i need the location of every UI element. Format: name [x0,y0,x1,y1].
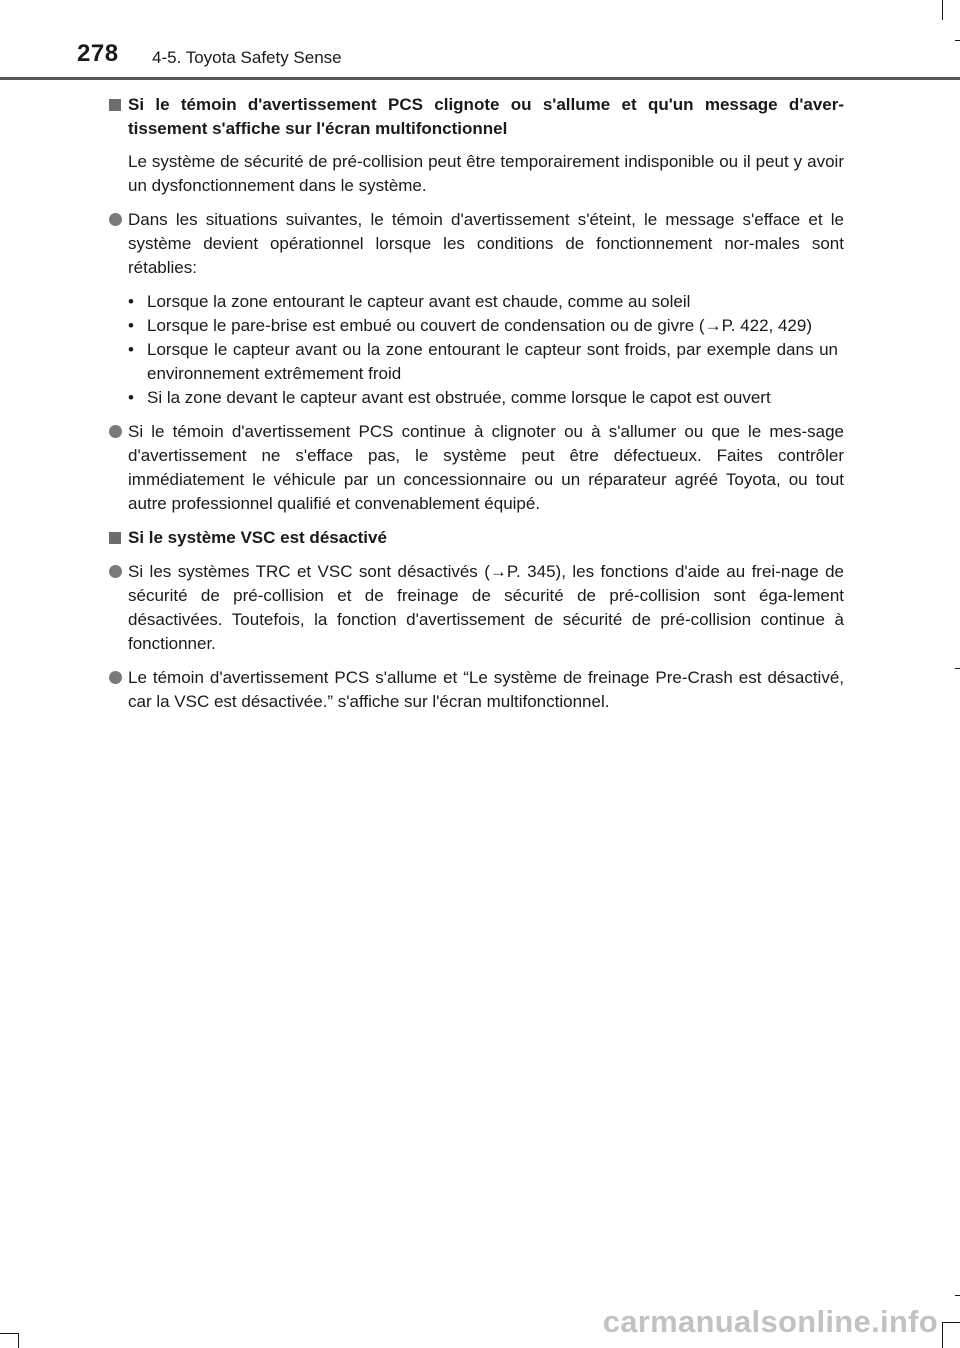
page-content [108,93,844,714]
page-number: 278 [77,40,119,67]
running-head: 4-5. Toyota Safety Sense [152,48,342,67]
round-bullet-icon [109,671,122,684]
round-bullet-icon [109,425,122,438]
dash-bullet: • [128,388,134,407]
crop-mark [0,1333,18,1334]
section-intro: Le système de sécurité de pré-collision peut être temporairement indisponible ou il peut y avoir un dysfonctionnement dans le système. [128,152,844,195]
list-item-text: Si le témoin d'avertissement PCS continue à clignoter ou à s'allumer ou que le mes-sage d'avertissement ne s'efface pas, le système peut être défectueux. Faites contrôler immédiatement le véhicule par un concessionnaire ou un réparateur agréé Toyota, ou tout autre professionnel qualifié et convenablement équipé. [128,422,844,513]
dash-bullet: • [128,340,134,359]
crop-mark [955,40,960,41]
section-vsc-off [108,526,844,714]
list-item-text: Le témoin d'avertissement PCS s'allume et “Le système de freinage Pre-Crash est désactivé, car la VSC est désactivée.” s'affiche sur l'écran multifonctionnel. [128,668,844,711]
round-bullet-icon [109,213,122,226]
list-item-text: Dans les situations suivantes, le témoin d'avertissement s'éteint, le message s'efface et le système devient opérationnel lorsque les conditions de fonctionnement nor-males sont rétablies: [128,210,844,277]
list-item [108,420,844,516]
header-rule [0,77,960,80]
section-heading [108,526,844,550]
section-heading-text: Si le témoin d'avertissement PCS clignote ou s'allume et qu'un message d'aver-tissement s'affiche sur l'écran multifonctionnel [128,95,844,138]
crop-mark [942,1322,960,1323]
round-bullet-icon [109,565,122,578]
sub-list-item: • Lorsque le pare-brise est embué ou couvert de condensation ou de givre (→P. 422, 429) [128,314,838,338]
section-pcs-warning [108,93,844,516]
crop-mark [942,0,943,20]
list-item [108,560,844,656]
sub-list-item: • Lorsque le capteur avant ou la zone entourant le capteur sont froids, par exemple dans un environnement extrêmement froid [128,340,838,383]
list-item [108,666,844,714]
dash-bullet: • [128,292,134,311]
crop-mark [942,1322,943,1348]
sub-list-item: • Lorsque la zone entourant le capteur avant est chaude, comme au soleil [128,290,838,314]
crop-mark [955,668,960,669]
section-heading [108,93,844,141]
sub-list-item: • Si la zone devant le capteur avant est obstruée, comme lorsque le capot est ouvert [128,386,838,410]
crop-mark [955,1295,960,1296]
crop-mark [18,1333,19,1348]
square-bullet-icon [109,99,121,111]
square-bullet-icon [109,532,121,544]
conditions-list [128,290,844,410]
dash-bullet: • [128,316,134,335]
section-heading-text: Si le système VSC est désactivé [128,528,387,547]
watermark: carmanualsonline.info [602,1304,938,1339]
list-item-text: Si les systèmes TRC et VSC sont désactivés (→P. 345), les fonctions d'aide au frei-nage de sécurité de pré-collision et de freinage de sécurité de pré-collision sont éga-lement désactivées. Toutefois, la fonction d'avertissement de sécurité de pré-collision continue à fonctionner. [128,562,844,653]
list-item [108,208,844,280]
